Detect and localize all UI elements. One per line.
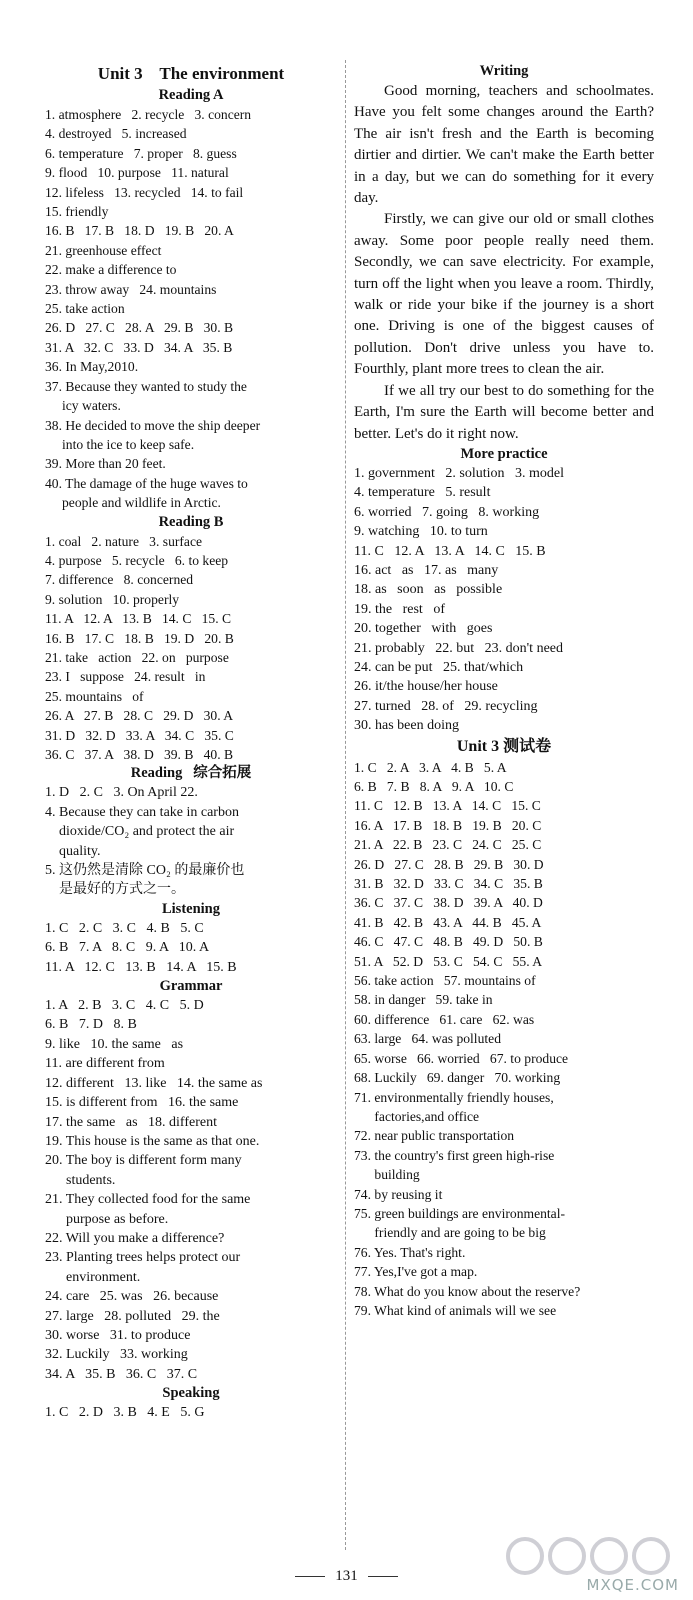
answer-line: 30. has been doing (354, 718, 459, 734)
answer-line: into the ice to keep safe. (45, 436, 195, 452)
answer-line: 1. A 2. B 3. C 4. C 5. D (45, 998, 204, 1014)
answer-line: 76. Yes. That's right. (354, 1244, 466, 1260)
answer-line: 26. D 27. C 28. A 29. B 30. B (45, 320, 234, 336)
answer-line: 26. A 27. B 28. C 29. D 30. A (45, 708, 234, 724)
watermark-logo-icon (505, 1536, 675, 1576)
answer-line: 16. act as 17. as many (354, 562, 499, 578)
unit-test-answers (354, 758, 654, 1321)
answer-line: 77. Yes,I've got a map. (354, 1264, 478, 1280)
answer-line: 20. The boy is different form many (45, 1153, 242, 1169)
answer-line: people and wildlife in Arctic. (45, 495, 221, 511)
answer-line: 11. are different from (45, 1056, 165, 1072)
answer-line: 21. They collected food for the same (45, 1192, 251, 1208)
answer-line: 23. Planting trees helps protect our (45, 1250, 241, 1266)
answer-line: quality. (45, 843, 101, 859)
writing-paragraph: Firstly, we can give our old or small clothes away. Some poor people really need them. Secondly, we can save electricity. For example, turn off the light when you leave a room. Thirdly, walk or ride your bike if the journey is a short one. Driving is one of the biggest causes of pollution. Don't drive unless you have to. Fourthly, plant more trees to clean the air. (354, 211, 654, 378)
section-title-reading-extension: Reading 综合拓展 (130, 765, 252, 782)
answer-line: 73. the country's first green high-rise (354, 1147, 555, 1163)
answer-line: 21. take action 22. on purpose (45, 649, 229, 665)
answer-line: 11. C 12. A 13. A 14. C 15. B (354, 543, 546, 559)
section-title-unit-test: Unit 3 测试卷 (456, 737, 552, 755)
answer-line: 72. near public transportation (354, 1128, 515, 1144)
answer-line: 31. D 32. D 33. A 34. C 35. C (45, 727, 234, 743)
answer-line: 1. C 2. A 3. A 4. B 5. A (354, 759, 507, 775)
answer-line: 16. B 17. B 18. D 19. B 20. A (45, 223, 234, 239)
answer-line: 41. B 42. B 43. A 44. B 45. A (354, 914, 542, 930)
answer-line: 78. What do you know about the reserve? (354, 1283, 581, 1299)
section-title-more-practice: More practice (460, 445, 548, 462)
answer-line: 24. care 25. was 26. because (45, 1289, 219, 1305)
answer-line: 21. greenhouse effect (45, 242, 162, 258)
right-column (354, 62, 654, 1320)
answer-line: 26. it/the house/her house (354, 679, 498, 695)
answer-line: 36. C 37. A 38. D 39. B 40. B (45, 747, 234, 762)
more-practice-answers (354, 464, 654, 736)
answer-line: 11. A 12. C 13. B 14. A 15. B (45, 959, 237, 975)
answer-line: 16. A 17. B 18. B 19. B 20. C (354, 817, 542, 833)
answer-line: 34. A 35. B 36. C 37. C (45, 1366, 198, 1382)
answer-line: 9. solution 10. properly (45, 591, 180, 607)
answer-line: 24. can be put 25. that/which (354, 659, 524, 675)
answer-line: 39. More than 20 feet. (45, 456, 166, 472)
answer-line: 21. A 22. B 23. C 24. C 25. C (354, 837, 542, 853)
writing-paragraph: Good morning, teachers and schoolmates. Have you felt some changes around the Earth? The air isn't fresh and the Earth is becoming dirtier and dirtier. We can't make the Earth better in a day, but we can do something for it every day. (354, 83, 654, 207)
reading-a-answers (45, 105, 337, 513)
answer-line: building (354, 1167, 420, 1183)
answer-line: 40. The damage of the huge waves to (45, 475, 248, 491)
answer-line: 6. B 7. A 8. C 9. A 10. A (45, 940, 210, 956)
answer-line: 6. worried 7. going 8. working (354, 504, 540, 520)
answer-line: 1. D 2. C 3. On April 22. (45, 785, 198, 801)
section-title-reading-a: Reading A (158, 87, 224, 103)
section-title-listening: Listening (161, 900, 220, 917)
answer-line: 4. purpose 5. recycle 6. to keep (45, 552, 229, 568)
writing-paragraph: If we all try our best to do something for the Earth, I'm sure the Earth will become better and better. Let's do it right now. (354, 382, 654, 442)
answer-line: 25. take action (45, 301, 125, 317)
answer-line: 9. watching 10. to turn (354, 524, 488, 540)
answer-line: 7. difference 8. concerned (45, 572, 194, 588)
unit-title: Unit 3 The environment (97, 64, 285, 83)
section-title-grammar: Grammar (159, 978, 223, 995)
answer-line: 79. What kind of animals will we see (354, 1302, 557, 1318)
answer-line: 6. B 7. B 8. A 9. A 10. C (354, 779, 514, 794)
answer-line: 18. as soon as possible (354, 582, 503, 598)
answer-line: 51. A 52. D 53. C 54. C 55. A (354, 953, 543, 969)
answer-line: 1. atmosphere 2. recycle 3. concern (45, 107, 252, 122)
answer-line: 5. 这仍然是清除 CO₂ 的最廉价也 (45, 863, 245, 879)
answer-line: 26. D 27. C 28. B 29. B 30. D (354, 856, 544, 872)
answer-line: 21. probably 22. but 23. don't need (354, 640, 563, 656)
column-divider (345, 60, 346, 1550)
answer-line: 31. B 32. D 33. C 34. C 35. B (354, 876, 543, 892)
answer-line: 4. destroyed 5. increased (45, 126, 187, 142)
watermark (495, 1536, 685, 1596)
page-number-dash (295, 1576, 325, 1577)
section-title-reading-b: Reading B (158, 513, 224, 530)
answer-line: 58. in danger 59. take in (354, 992, 493, 1008)
answer-line: 20. together with goes (354, 621, 493, 637)
answer-line: 27. turned 28. of 29. recycling (354, 698, 538, 714)
answer-line: icy waters. (45, 398, 121, 414)
answer-line: 32. Luckily 33. working (45, 1347, 188, 1363)
answer-line: 27. large 28. polluted 29. the (45, 1308, 220, 1324)
answer-line: 36. In May,2010. (45, 359, 139, 375)
answer-line: 56. take action 57. mountains of (354, 973, 536, 989)
answer-line: 4. Because they can take in carbon (45, 804, 239, 820)
answer-line: 6. B 7. D 8. B (45, 1017, 137, 1033)
answer-line: environment. (45, 1269, 141, 1285)
left-column (45, 62, 337, 1423)
answer-line: dioxide/CO₂ and protect the air (45, 824, 235, 840)
listening-answers (45, 919, 337, 977)
answer-line: 37. Because they wanted to study the (45, 378, 247, 394)
reading-b-answers (45, 532, 337, 765)
answer-line: 11. A 12. A 13. B 14. C 15. C (45, 611, 232, 627)
answer-line: 9. like 10. the same as (45, 1036, 184, 1052)
answer-line: 46. C 47. C 48. B 49. D 50. B (354, 934, 543, 950)
answer-line: 6. temperature 7. proper 8. guess (45, 145, 237, 161)
answer-line: 23. throw away 24. mountains (45, 281, 217, 297)
reading-extension-answers (45, 783, 337, 899)
answer-line: 1. coal 2. nature 3. surface (45, 533, 203, 549)
page-number-dash (368, 1576, 398, 1577)
answer-line: 60. difference 61. care 62. was (354, 1011, 535, 1027)
answer-line: 75. green buildings are environmental- (354, 1205, 566, 1221)
answer-line: purpose as before. (45, 1211, 169, 1227)
answer-line: 9. flood 10. purpose 11. natural (45, 165, 229, 181)
answer-line: 19. This house is the same as that one. (45, 1133, 260, 1149)
answer-line: 16. B 17. C 18. B 19. D 20. B (45, 630, 234, 646)
answer-line: 1. C 2. D 3. B 4. E 5. G (45, 1405, 205, 1421)
answer-line: 15. is different from 16. the same (45, 1095, 239, 1111)
answer-line: 23. I suppose 24. result in (45, 669, 206, 685)
answer-line: 1. C 2. C 3. C 4. B 5. C (45, 920, 204, 936)
answer-line: 74. by reusing it (354, 1186, 443, 1202)
answer-line: 63. large 64. was polluted (354, 1031, 501, 1047)
answer-line: friendly and are going to be big (354, 1225, 546, 1241)
answer-line: 11. C 12. B 13. A 14. C 15. C (354, 798, 541, 814)
answer-line: 4. temperature 5. result (354, 485, 491, 501)
answer-line: 是最好的方式之一。 (45, 882, 185, 898)
answer-line: 15. friendly (45, 204, 109, 220)
answer-line: 65. worse 66. worried 67. to produce (354, 1050, 569, 1066)
answer-line: factories,and office (354, 1108, 480, 1124)
answer-line: 38. He decided to move the ship deeper (45, 417, 261, 433)
answer-line: 71. environmentally friendly houses, (354, 1089, 554, 1105)
answer-line: 68. Luckily 69. danger 70. working (354, 1070, 561, 1086)
answer-line: 25. mountains of (45, 688, 144, 704)
answer-line: 12. different 13. like 14. the same as (45, 1075, 263, 1091)
answer-line: 30. worse 31. to produce (45, 1327, 191, 1343)
answer-line: 31. A 32. C 33. D 34. A 35. B (45, 339, 233, 355)
section-title-speaking: Speaking (162, 1385, 220, 1402)
answer-line: 19. the rest of (354, 601, 445, 617)
answer-line: 17. the same as 18. different (45, 1114, 217, 1130)
grammar-answers (45, 996, 337, 1384)
answer-line: students. (45, 1172, 116, 1188)
answer-line: 22. make a difference to (45, 262, 177, 278)
answer-line: 36. C 37. C 38. D 39. A 40. D (354, 895, 543, 911)
answer-line: 1. government 2. solution 3. model (354, 465, 564, 481)
speaking-answers (45, 1403, 337, 1422)
answer-line: 12. lifeless 13. recycled 14. to fail (45, 184, 244, 200)
section-title-writing: Writing (479, 63, 529, 79)
page-number-text: 131 (335, 1568, 358, 1584)
answer-line: 22. Will you make a difference? (45, 1230, 225, 1246)
watermark-text: MXQE.COM (586, 1576, 679, 1594)
